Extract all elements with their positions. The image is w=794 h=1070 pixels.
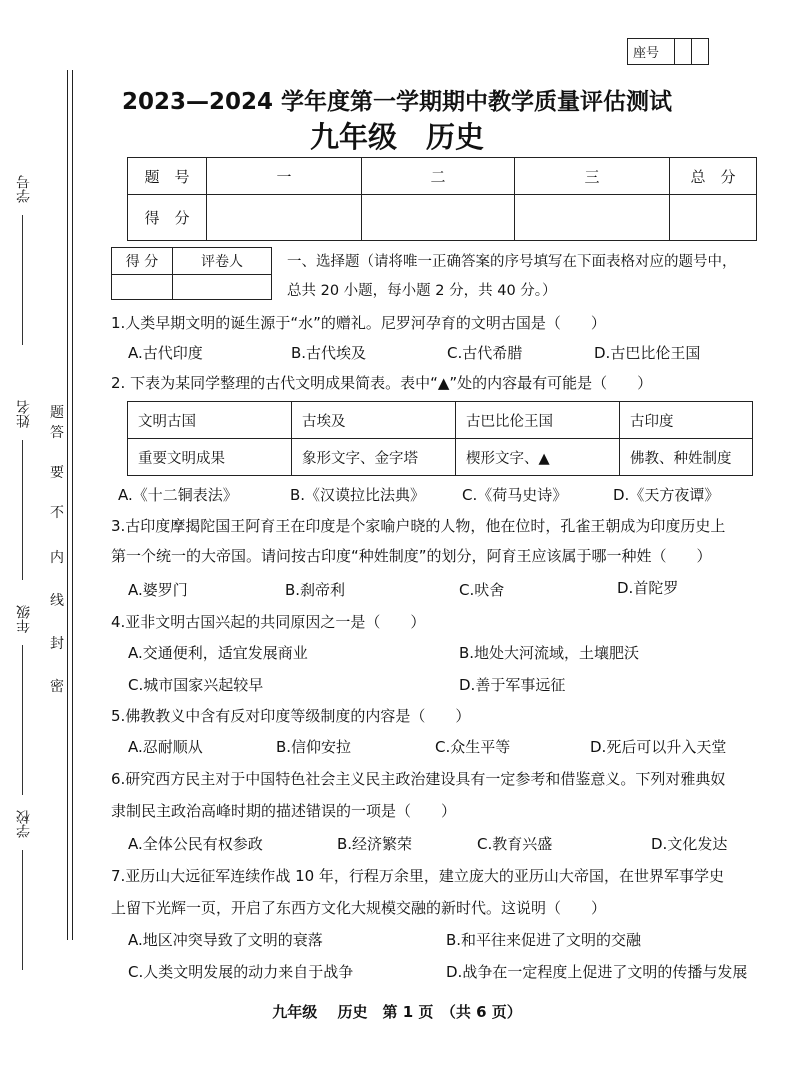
seal-char: 题 <box>50 405 64 421</box>
q7-option-d[interactable]: D.战争在一定程度上促进了文明的传播与发展 <box>446 963 748 981</box>
seat-box <box>627 38 709 65</box>
q6-option-a[interactable]: A.全体公民有权参政 <box>128 835 263 853</box>
score-cell[interactable] <box>670 195 757 241</box>
question-3-stem: 3.古印度摩揭陀国王阿育王在印度是个家喻户晓的人物，他在位时，孔雀王朝成为印度历史上 <box>111 517 726 535</box>
student-id-line <box>22 215 23 345</box>
table-cell: 佛教、种姓制度 <box>620 439 753 476</box>
q1-option-b[interactable]: B.古代埃及 <box>291 344 367 362</box>
question-6-stem: 6.研究西方民主对于中国特色社会主义民主政治建设具有一定参考和借鉴意义。下列对雅典奴 <box>111 770 726 788</box>
score-header: 一 <box>207 158 362 195</box>
q7-option-a[interactable]: A.地区冲突导致了文明的衰落 <box>128 931 323 949</box>
score-header: 得 分 <box>128 195 207 241</box>
question-7-stem-2: 上留下光辉一页，开启了东西方文化大规模交融的新时代。这说明（ ） <box>111 899 607 917</box>
q4-option-c[interactable]: C.城市国家兴起较早 <box>128 676 264 694</box>
grader-name-label: 评卷人 <box>173 248 272 275</box>
q7-option-c[interactable]: C.人类文明发展的动力来自于战争 <box>128 963 354 981</box>
score-header: 二 <box>362 158 515 195</box>
civilization-table <box>127 401 753 476</box>
score-cell[interactable] <box>515 195 670 241</box>
q3-option-b[interactable]: B.刹帝利 <box>285 581 346 599</box>
q7-option-b[interactable]: B.和平往来促进了文明的交融 <box>446 931 642 949</box>
table-cell: 古印度 <box>620 402 753 439</box>
name-label: 姓名 <box>16 400 32 428</box>
exam-title: 2023—2024 学年度第一学期期中教学质量评估测试 <box>121 89 673 115</box>
q2-option-c[interactable]: C.《荷马史诗》 <box>462 486 568 504</box>
seal-char: 答 <box>50 425 64 441</box>
seat-cell[interactable] <box>675 39 692 65</box>
q5-option-a[interactable]: A.忍耐顺从 <box>128 738 203 756</box>
grader-box <box>111 247 272 300</box>
table-cell: 象形文字、金字塔 <box>292 439 456 476</box>
student-id-label: 学号 <box>16 175 32 203</box>
section-heading-2: 总共 20 小题，每小题 2 分，共 40 分。） <box>287 283 557 299</box>
q1-option-a[interactable]: A.古代印度 <box>128 344 203 362</box>
seat-cell[interactable] <box>692 39 709 65</box>
grader-score-cell[interactable] <box>112 275 173 300</box>
q5-option-d[interactable]: D.死后可以升入天堂 <box>590 738 727 756</box>
table-cell: 古埃及 <box>292 402 456 439</box>
question-4-stem: 4.亚非文明古国兴起的共同原因之一是（ ） <box>111 613 426 631</box>
q3-option-d[interactable]: D.首陀罗 <box>617 579 679 597</box>
table-cell: 重要文明成果 <box>128 439 292 476</box>
seal-char: 内 <box>50 550 64 566</box>
question-3-stem-2: 第一个统一的大帝国。请问按古印度“种姓制度”的划分，阿育王应该属于哪一种姓（ ） <box>111 547 712 565</box>
q5-option-c[interactable]: C.众生平等 <box>435 738 511 756</box>
grader-name-cell[interactable] <box>173 275 272 300</box>
q6-option-b[interactable]: B.经济繁荣 <box>337 835 413 853</box>
score-header: 三 <box>515 158 670 195</box>
question-6-stem-2: 隶制民主政治高峰时期的描述错误的一项是（ ） <box>111 802 457 820</box>
grade-line <box>22 645 23 795</box>
school-label: 学校 <box>16 810 32 838</box>
table-cell: 文明古国 <box>128 402 292 439</box>
score-header: 总 分 <box>670 158 757 195</box>
q2-option-b[interactable]: B.《汉谟拉比法典》 <box>290 486 426 504</box>
school-line <box>22 850 23 970</box>
binding-line-outer <box>67 70 68 940</box>
q6-option-d[interactable]: D.文化发达 <box>651 835 728 853</box>
seal-char: 要 <box>50 465 64 481</box>
name-line <box>22 440 23 580</box>
question-2-stem: 2. 下表为某同学整理的古代文明成果简表。表中“▲”处的内容最有可能是（ ） <box>111 374 653 392</box>
grader-score-label: 得 分 <box>112 248 173 275</box>
section-heading: 一、选择题（请将唯一正确答案的序号填写在下面表格对应的题号中， <box>287 254 737 270</box>
seal-char: 不 <box>50 505 64 521</box>
q2-option-d[interactable]: D.《天方夜谭》 <box>613 486 720 504</box>
exam-subtitle: 九年级 历史 <box>309 120 484 154</box>
page-footer: 九年级 历史 第 1 页 （共 6 页） <box>272 1003 522 1021</box>
q4-option-d[interactable]: D.善于军事远征 <box>459 676 566 694</box>
q6-option-c[interactable]: C.教育兴盛 <box>477 835 553 853</box>
seat-label: 座号 <box>628 39 675 65</box>
table-cell: 古巴比伦王国 <box>456 402 620 439</box>
q1-option-c[interactable]: C.古代希腊 <box>447 344 523 362</box>
seal-char: 密 <box>50 679 64 695</box>
q2-option-a[interactable]: A.《十二铜表法》 <box>118 486 238 504</box>
question-5-stem: 5.佛教教义中含有反对印度等级制度的内容是（ ） <box>111 707 471 725</box>
question-1-stem: 1.人类早期文明的诞生源于“水”的赠礼。尼罗河孕育的文明古国是（ ） <box>111 314 606 332</box>
score-table <box>127 157 757 241</box>
grade-label: 年级 <box>16 605 32 633</box>
question-7-stem: 7.亚历山大远征军连续作战 10 年，行程万余里，建立庞大的亚历山大帝国，在世界军事学史 <box>111 867 724 885</box>
table-cell: 楔形文字、▲ <box>456 439 620 476</box>
score-header: 题 号 <box>128 158 207 195</box>
seal-char: 封 <box>50 636 64 652</box>
seal-char: 线 <box>50 593 64 609</box>
binding-line-inner <box>72 70 73 940</box>
q4-option-b[interactable]: B.地处大河流域，土壤肥沃 <box>459 644 640 662</box>
q3-option-a[interactable]: A.婆罗门 <box>128 581 188 599</box>
q1-option-d[interactable]: D.古巴比伦王国 <box>594 344 701 362</box>
q5-option-b[interactable]: B.信仰安拉 <box>276 738 352 756</box>
q3-option-c[interactable]: C.吠舍 <box>459 581 505 599</box>
q4-option-a[interactable]: A.交通便利，适宜发展商业 <box>128 644 308 662</box>
score-cell[interactable] <box>362 195 515 241</box>
score-cell[interactable] <box>207 195 362 241</box>
